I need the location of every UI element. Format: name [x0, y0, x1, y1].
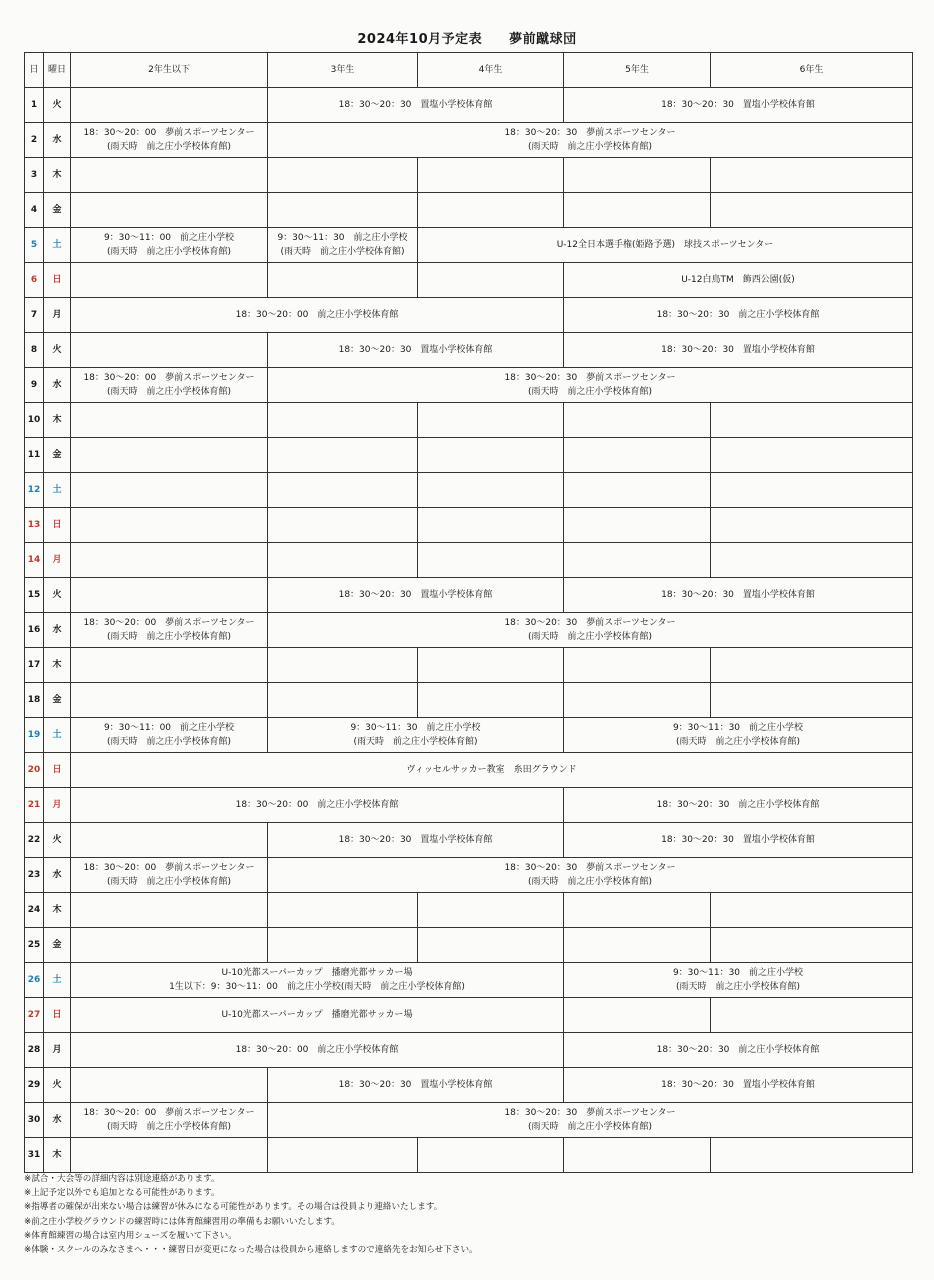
day-number: 24: [25, 893, 44, 928]
schedule-text: 18：30〜20：30 置塩小学校体育館: [338, 590, 493, 600]
weekday: 火: [44, 578, 71, 613]
schedule-cell: [71, 1068, 268, 1103]
schedule-cell: [711, 893, 913, 928]
note-item: ※前之庄小学校グラウンドの練習時には体育館練習用の準備もお願いいたします。: [24, 1216, 340, 1227]
schedule-text: (雨天時 前之庄小学校体育館): [106, 247, 232, 257]
weekday: 土: [44, 718, 71, 753]
schedule-cell: [268, 1103, 913, 1138]
schedule-text: 9：30〜11：30 前之庄小学校: [672, 968, 804, 978]
schedule-text: 18：30〜20：30 夢前スポーツセンター: [504, 618, 676, 628]
schedule-cell: [418, 893, 564, 928]
day-number: 23: [25, 858, 44, 893]
day-number: 9: [25, 368, 44, 403]
schedule-text: (雨天時 前之庄小学校体育館): [527, 1122, 653, 1132]
header-grade5: 5年生: [564, 53, 711, 88]
schedule-text: 18：30〜20：00 夢前スポーツセンター: [83, 128, 255, 138]
schedule-cell: [711, 543, 913, 578]
header-weekday: 曜日: [44, 53, 71, 88]
schedule-cell: [418, 928, 564, 963]
schedule-cell: [71, 928, 268, 963]
schedule-text: U-10光都スーパーカップ 播磨光都サッカー場: [221, 1010, 413, 1020]
schedule-cell: [71, 613, 268, 648]
schedule-text: 18：30〜20：30 前之庄小学校体育館: [656, 1045, 820, 1055]
table-row: [25, 718, 913, 753]
schedule-cell: [71, 998, 564, 1033]
schedule-cell: [711, 193, 913, 228]
schedule-cell: [418, 438, 564, 473]
schedule-cell: [268, 858, 913, 893]
schedule-cell: [268, 228, 418, 263]
schedule-text: (雨天時 前之庄小学校体育館): [106, 632, 232, 642]
schedule-text: 9：30〜11：30 前之庄小学校: [672, 723, 804, 733]
schedule-cell: [71, 1033, 564, 1068]
weekday: 日: [44, 753, 71, 788]
schedule-text: 18：30〜20：30 夢前スポーツセンター: [504, 373, 676, 383]
schedule-text: 9：30〜11：00 前之庄小学校: [103, 723, 235, 733]
schedule-cell: [71, 193, 268, 228]
schedule-cell: [268, 158, 418, 193]
schedule-text: 9：30〜11：30 前之庄小学校: [350, 723, 481, 733]
schedule-cell: [268, 193, 418, 228]
table-row: [25, 1103, 913, 1138]
weekday: 水: [44, 368, 71, 403]
day-number: 2: [25, 123, 44, 158]
schedule-text: 18：30〜20：00 夢前スポーツセンター: [83, 373, 255, 383]
schedule-cell: [268, 333, 564, 368]
table-row: [25, 858, 913, 893]
weekday: 水: [44, 858, 71, 893]
day-number: 27: [25, 998, 44, 1033]
schedule-cell: [564, 788, 913, 823]
schedule-cell: [564, 578, 913, 613]
schedule-cell: [711, 928, 913, 963]
schedule-cell: [564, 683, 711, 718]
schedule-cell: [71, 368, 268, 403]
schedule-cell: [268, 438, 418, 473]
table-row: [25, 893, 913, 928]
weekday: 金: [44, 928, 71, 963]
schedule-cell: [564, 508, 711, 543]
day-number: 22: [25, 823, 44, 858]
schedule-cell: [711, 403, 913, 438]
schedule-text: 1生以下：9：30〜11：00 前之庄小学校(雨天時 前之庄小学校体育館): [169, 982, 465, 992]
table-row: [25, 333, 913, 368]
schedule-cell: [418, 1138, 564, 1173]
table-row: [25, 578, 913, 613]
schedule-text: 18：30〜20：30 置塩小学校体育館: [661, 345, 815, 355]
schedule-text: U-12白鳥TM 飾西公園(仮): [681, 275, 795, 285]
schedule-text: (雨天時 前之庄小学校体育館): [280, 247, 405, 257]
weekday: 金: [44, 683, 71, 718]
table-row: [25, 298, 913, 333]
schedule-cell: [711, 1138, 913, 1173]
schedule-cell: [268, 473, 418, 508]
schedule-cell: [564, 963, 913, 998]
schedule-text: 18：30〜20：30 置塩小学校体育館: [338, 835, 493, 845]
schedule-text: 9：30〜11：00 前之庄小学校: [103, 233, 235, 243]
schedule-text: 18：30〜20：30 夢前スポーツセンター: [504, 1108, 676, 1118]
weekday: 日: [44, 508, 71, 543]
schedule-cell: [564, 158, 711, 193]
schedule-cell: [268, 613, 913, 648]
table-row: [25, 1068, 913, 1103]
schedule-cell: [564, 193, 711, 228]
table-row: [25, 473, 913, 508]
weekday: 火: [44, 333, 71, 368]
schedule-cell: [564, 333, 913, 368]
schedule-text: 9：30〜11：30 前之庄小学校: [277, 233, 408, 243]
schedule-cell: [564, 473, 711, 508]
schedule-cell: [268, 823, 564, 858]
day-number: 6: [25, 263, 44, 298]
schedule-body: [25, 88, 913, 1173]
schedule-cell: [268, 508, 418, 543]
schedule-cell: [418, 543, 564, 578]
schedule-cell: [71, 438, 268, 473]
day-number: 21: [25, 788, 44, 823]
schedule-cell: [71, 683, 268, 718]
table-row: [25, 158, 913, 193]
day-number: 13: [25, 508, 44, 543]
weekday: 土: [44, 473, 71, 508]
table-row: [25, 88, 913, 123]
schedule-cell: [71, 158, 268, 193]
header-grade4: 4年生: [418, 53, 564, 88]
schedule-text: (雨天時 前之庄小学校体育館): [106, 142, 232, 152]
table-row: [25, 403, 913, 438]
schedule-text: (雨天時 前之庄小学校体育館): [527, 387, 653, 397]
schedule-table: [24, 52, 913, 1173]
schedule-cell: [711, 158, 913, 193]
weekday: 土: [44, 963, 71, 998]
table-row: [25, 823, 913, 858]
weekday: 木: [44, 893, 71, 928]
schedule-cell: [71, 648, 268, 683]
schedule-text: (雨天時 前之庄小学校体育館): [106, 387, 232, 397]
day-number: 17: [25, 648, 44, 683]
schedule-cell: [71, 893, 268, 928]
day-number: 3: [25, 158, 44, 193]
schedule-cell: [711, 998, 913, 1033]
weekday: 水: [44, 613, 71, 648]
table-row: [25, 648, 913, 683]
schedule-cell: [418, 473, 564, 508]
schedule-cell: [71, 298, 564, 333]
schedule-cell: [71, 578, 268, 613]
schedule-cell: [564, 403, 711, 438]
weekday: 金: [44, 438, 71, 473]
weekday: 木: [44, 158, 71, 193]
schedule-text: 18：30〜20：30 置塩小学校体育館: [661, 590, 815, 600]
schedule-cell: [418, 193, 564, 228]
table-row: [25, 1033, 913, 1068]
weekday: 木: [44, 648, 71, 683]
table-row: [25, 753, 913, 788]
schedule-text: (雨天時 前之庄小学校体育館): [675, 737, 801, 747]
schedule-text: (雨天時 前之庄小学校体育館): [106, 877, 232, 887]
weekday: 月: [44, 1033, 71, 1068]
schedule-cell: [711, 683, 913, 718]
schedule-cell: [564, 1068, 913, 1103]
schedule-cell: [268, 683, 418, 718]
day-number: 8: [25, 333, 44, 368]
weekday: 火: [44, 88, 71, 123]
day-number: 18: [25, 683, 44, 718]
schedule-cell: [418, 508, 564, 543]
schedule-cell: [564, 998, 711, 1033]
schedule-text: (雨天時 前之庄小学校体育館): [527, 142, 653, 152]
schedule-cell: [711, 648, 913, 683]
table-row: [25, 928, 913, 963]
table-row: [25, 193, 913, 228]
weekday: 木: [44, 403, 71, 438]
schedule-cell: [268, 578, 564, 613]
schedule-cell: [71, 1103, 268, 1138]
weekday: 水: [44, 123, 71, 158]
schedule-cell: [71, 228, 268, 263]
schedule-cell: [564, 823, 913, 858]
schedule-text: 18：30〜20：30 置塩小学校体育館: [661, 835, 815, 845]
schedule-cell: [71, 263, 268, 298]
note-item: ※上記予定以外でも追加となる可能性があります。: [24, 1188, 220, 1199]
schedule-cell: [564, 1138, 711, 1173]
day-number: 26: [25, 963, 44, 998]
day-number: 5: [25, 228, 44, 263]
weekday: 火: [44, 1068, 71, 1103]
weekday: 水: [44, 1103, 71, 1138]
day-number: 4: [25, 193, 44, 228]
day-number: 30: [25, 1103, 44, 1138]
note-item: ※体験・スクールのみなさまへ・・・練習日が変更になった場合は役員から連絡しますので連絡先をお知らせ下さい。: [24, 1245, 478, 1256]
schedule-text: (雨天時 前之庄小学校体育館): [527, 632, 653, 642]
schedule-cell: [564, 893, 711, 928]
schedule-cell: [71, 823, 268, 858]
schedule-cell: [418, 228, 913, 263]
header-grade2: 2年生以下: [71, 53, 268, 88]
day-number: 1: [25, 88, 44, 123]
schedule-cell: [71, 88, 268, 123]
day-number: 29: [25, 1068, 44, 1103]
weekday: 月: [44, 543, 71, 578]
day-number: 31: [25, 1138, 44, 1173]
schedule-cell: [71, 473, 268, 508]
schedule-cell: [71, 858, 268, 893]
schedule-cell: [564, 298, 913, 333]
schedule-cell: [564, 1033, 913, 1068]
schedule-text: (雨天時 前之庄小学校体育館): [527, 877, 653, 887]
table-row: [25, 263, 913, 298]
schedule-cell: [71, 543, 268, 578]
header-grade3: 3年生: [268, 53, 418, 88]
schedule-cell: [71, 788, 564, 823]
schedule-cell: [71, 123, 268, 158]
page-title: 2024年10月予定表 夢前蹴球団: [357, 32, 577, 47]
schedule-text: 18：30〜20：00 前之庄小学校体育館: [235, 800, 399, 810]
day-number: 10: [25, 403, 44, 438]
day-number: 25: [25, 928, 44, 963]
schedule-cell: [71, 963, 564, 998]
schedule-text: 18：30〜20：00 夢前スポーツセンター: [83, 1108, 255, 1118]
schedule-cell: [564, 718, 913, 753]
schedule-text: 18：30〜20：00 夢前スポーツセンター: [83, 863, 255, 873]
table-row: [25, 438, 913, 473]
schedule-text: 18：30〜20：30 置塩小学校体育館: [338, 100, 493, 110]
schedule-text: 18：30〜20：30 置塩小学校体育館: [661, 100, 815, 110]
schedule-text: 18：30〜20：00 前之庄小学校体育館: [235, 310, 399, 320]
day-number: 16: [25, 613, 44, 648]
header-row: [25, 53, 913, 88]
schedule-cell: [418, 158, 564, 193]
day-number: 14: [25, 543, 44, 578]
day-number: 7: [25, 298, 44, 333]
schedule-cell: [71, 718, 268, 753]
header-grade6: 6年生: [711, 53, 913, 88]
schedule-cell: [268, 543, 418, 578]
schedule-cell: [418, 263, 564, 298]
schedule-cell: [564, 88, 913, 123]
table-row: [25, 963, 913, 998]
table-row: [25, 683, 913, 718]
schedule-cell: [418, 403, 564, 438]
notes-list: [24, 1172, 912, 1257]
weekday: 火: [44, 823, 71, 858]
schedule-cell: [71, 403, 268, 438]
schedule-cell: [268, 1068, 564, 1103]
day-number: 28: [25, 1033, 44, 1068]
note-item: ※体育館練習の場合は室内用シューズを履いて下さい。: [24, 1230, 237, 1241]
day-number: 20: [25, 753, 44, 788]
schedule-cell: [268, 648, 418, 683]
schedule-cell: [268, 718, 564, 753]
table-row: [25, 368, 913, 403]
note-item: ※試合・大会等の詳細内容は別途連絡があります。: [24, 1174, 220, 1184]
note-item: ※指導者の確保が出来ない場合は練習が休みになる可能性があります。その場合は役員より連絡いたします。: [24, 1202, 443, 1213]
schedule-text: (雨天時 前之庄小学校体育館): [106, 1122, 232, 1132]
schedule-cell: [564, 263, 913, 298]
schedule-cell: [268, 123, 913, 158]
schedule-cell: [418, 648, 564, 683]
schedule-text: 18：30〜20：30 前之庄小学校体育館: [656, 800, 820, 810]
schedule-text: (雨天時 前之庄小学校体育館): [353, 737, 478, 747]
schedule-cell: [268, 928, 418, 963]
schedule-cell: [71, 333, 268, 368]
schedule-text: 18：30〜20：30 置塩小学校体育館: [661, 1080, 815, 1090]
table-row: [25, 788, 913, 823]
schedule-text: 18：30〜20：30 置塩小学校体育館: [338, 1080, 493, 1090]
schedule-cell: [564, 928, 711, 963]
table-row: [25, 228, 913, 263]
schedule-cell: [268, 263, 418, 298]
schedule-cell: [268, 88, 564, 123]
schedule-cell: [71, 753, 913, 788]
table-row: [25, 998, 913, 1033]
schedule-text: (雨天時 前之庄小学校体育館): [675, 982, 801, 992]
schedule-text: ヴィッセルサッカー教室 糸田グラウンド: [406, 765, 577, 775]
schedule-cell: [71, 508, 268, 543]
table-row: [25, 613, 913, 648]
schedule-text: U-10光都スーパーカップ 播磨光都サッカー場: [221, 968, 413, 978]
schedule-cell: [711, 473, 913, 508]
schedule-text: 18：30〜20：30 夢前スポーツセンター: [504, 128, 676, 138]
schedule-cell: [564, 438, 711, 473]
header-day: 日: [25, 53, 44, 88]
weekday: 木: [44, 1138, 71, 1173]
schedule-cell: [564, 543, 711, 578]
weekday: 金: [44, 193, 71, 228]
schedule-cell: [711, 508, 913, 543]
weekday: 土: [44, 228, 71, 263]
schedule-cell: [268, 893, 418, 928]
schedule-text: 18：30〜20：30 夢前スポーツセンター: [504, 863, 676, 873]
schedule-text: 18：30〜20：00 夢前スポーツセンター: [83, 618, 255, 628]
schedule-cell: [711, 438, 913, 473]
schedule-cell: [564, 648, 711, 683]
table-row: [25, 1138, 913, 1173]
table-row: [25, 508, 913, 543]
schedule-text: 18：30〜20：30 前之庄小学校体育館: [656, 310, 820, 320]
day-number: 11: [25, 438, 44, 473]
table-row: [25, 543, 913, 578]
weekday: 月: [44, 788, 71, 823]
weekday: 日: [44, 998, 71, 1033]
schedule-cell: [268, 368, 913, 403]
schedule-text: 18：30〜20：30 置塩小学校体育館: [338, 345, 493, 355]
weekday: 月: [44, 298, 71, 333]
schedule-text: 18：30〜20：00 前之庄小学校体育館: [235, 1045, 399, 1055]
day-number: 19: [25, 718, 44, 753]
day-number: 15: [25, 578, 44, 613]
schedule-text: U-12全日本選手権(姫路予選) 球技スポーツセンター: [556, 240, 774, 250]
schedule-cell: [418, 683, 564, 718]
weekday: 日: [44, 263, 71, 298]
schedule-cell: [268, 1138, 418, 1173]
schedule-text: (雨天時 前之庄小学校体育館): [106, 737, 232, 747]
schedule-cell: [71, 1138, 268, 1173]
table-row: [25, 123, 913, 158]
day-number: 12: [25, 473, 44, 508]
schedule-cell: [268, 403, 418, 438]
